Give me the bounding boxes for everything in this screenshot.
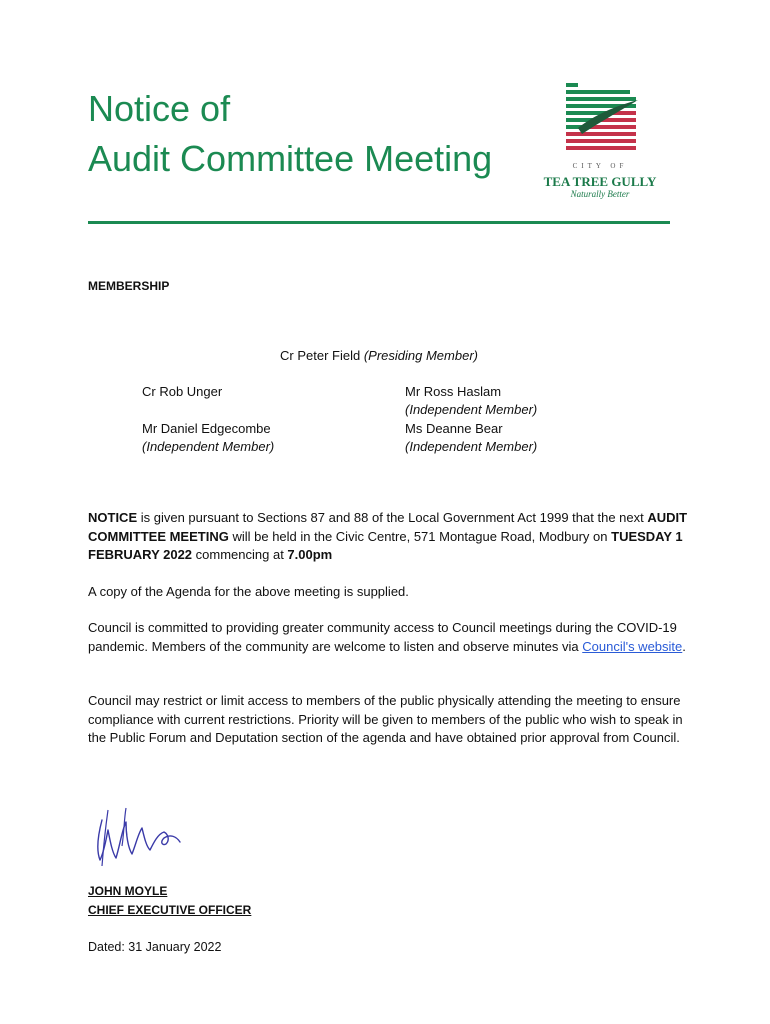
member-name: Mr Ross Haslam	[405, 384, 502, 399]
meeting-time: 7.00pm	[287, 547, 333, 562]
member-role: (Independent Member)	[405, 402, 538, 417]
notice-text: commencing at	[192, 547, 288, 562]
header-divider	[88, 221, 670, 224]
membership-heading: MEMBERSHIP	[88, 279, 170, 293]
signer-name: JOHN MOYLE	[88, 884, 168, 898]
dated-line: Dated: 31 January 2022	[88, 940, 222, 954]
page-title	[88, 84, 538, 184]
meeting-name: AUDIT COMMITTEE MEETING	[88, 510, 688, 544]
access-text: Council is committed to providing greater community access to Council meetings during the COVID-19 pandemic. Members of the community are welcome to listen and observe minutes via	[88, 620, 677, 654]
logo-council-name: TEA TREE GULLY	[543, 174, 657, 189]
notice-paragraph	[88, 509, 688, 565]
member-name: Cr Rob Unger	[142, 384, 223, 399]
notice-text: is given pursuant to Sections 87 and 88 of the Local Government Act 1999 that the next	[137, 510, 648, 525]
logo-tagline: Naturally Better	[570, 189, 630, 199]
title-line-2: Audit Committee Meeting	[88, 138, 493, 179]
member-name: Mr Daniel Edgecombe	[142, 421, 271, 436]
presiding-member	[280, 346, 478, 365]
notice-bold: NOTICE	[88, 510, 138, 525]
member-role: (Independent Member)	[142, 439, 275, 454]
presiding-member-role: (Presiding Member)	[363, 348, 478, 363]
member-role: (Independent Member)	[405, 439, 538, 454]
signature-icon	[90, 800, 185, 870]
agenda-paragraph: A copy of the Agenda for the above meeting is supplied.	[88, 584, 409, 599]
restriction-paragraph: Council may restrict or limit access to members of the public physically attending the meeting to ensure compliance with current restrictions. Priority will be given to members of the public who wish to speak in the Public Forum and Deputation section of the agenda and have obtained prior approval from Council.	[88, 693, 683, 745]
member-name: Ms Deanne Bear	[405, 421, 503, 436]
presiding-member-name: Cr Peter Field	[280, 348, 361, 363]
access-text-end: .	[682, 638, 686, 654]
council-website-link[interactable]: Council's website	[582, 638, 683, 654]
title-line-1: Notice of	[88, 88, 231, 129]
logo-city-of: CITY OF	[572, 162, 628, 170]
signer-title: CHIEF EXECUTIVE OFFICER	[88, 903, 252, 917]
meeting-date: TUESDAY 1 FEBRUARY 2022	[88, 528, 683, 562]
notice-text: will be held in the Civic Centre, 571 Montague Road, Modbury on	[228, 528, 612, 544]
access-paragraph	[88, 619, 688, 656]
